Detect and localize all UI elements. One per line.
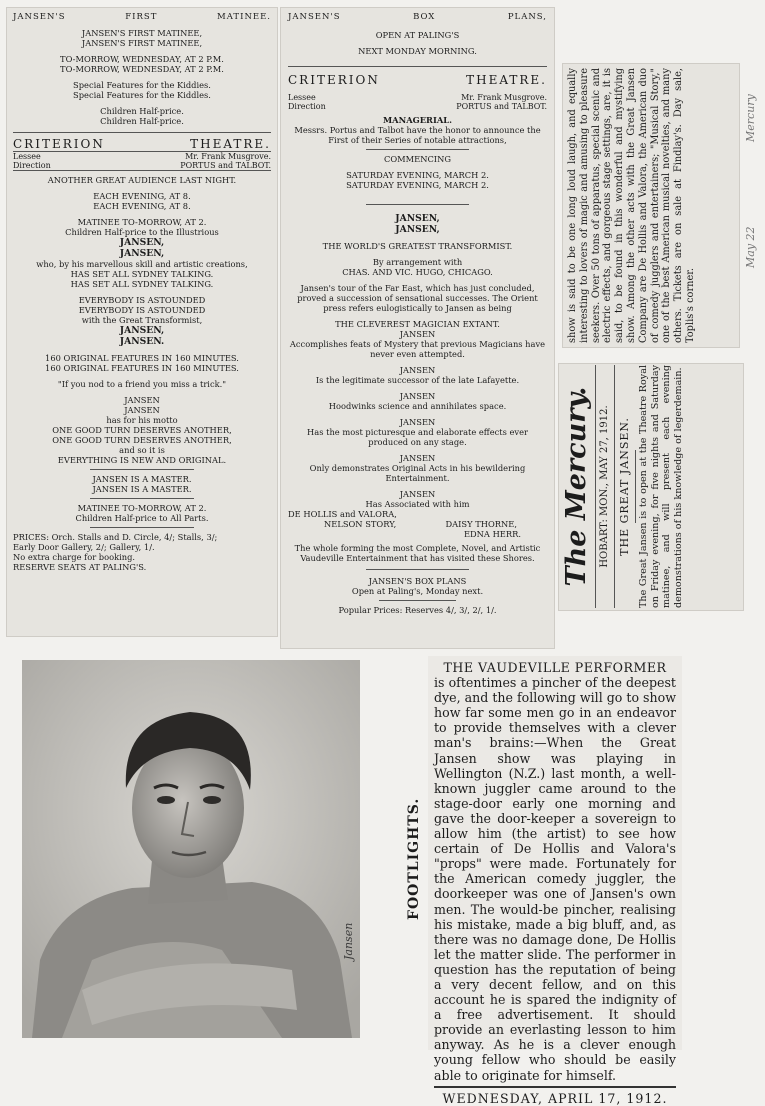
mid-whole: The whole forming the most Complete, Novel, and Artistic Vaudeville Entertainment that has visited these Shores. <box>294 543 541 563</box>
mid-arrangement: By arrangement with <box>372 257 463 267</box>
matinee-header-c: MATINEE. <box>217 12 271 22</box>
footlights-article <box>428 656 682 1106</box>
left-line: EACH EVENING, AT 8. <box>93 201 191 211</box>
mercury-clipping <box>559 364 743 610</box>
left-line: has for his motto <box>106 415 178 425</box>
mid-top-c: PLANS, <box>507 12 547 22</box>
mid-block-name: JANSEN <box>399 365 436 375</box>
article-body: is oftentimes a pincher of the deepest dye, and the following will go to show how far some men go in an endeavor to provide themselves with a clever man's brains:—When the Great Jansen show was playing in Wellington (N.Z.) last month, a well-known juggler came around to the stage-door early one morning and gave the door-keeper a sovereign to allow him (the artist) to see how certain of De Hollis and Valora's "props" were made. Fortunately for the American comedy juggler, the doorkeeper was one of Jansen's own men. The would-be pincher, realising his mistake, made a big bluff, and, as there was no damage done, De Hollis let the matter slide. The performer in question has the reputation of being a very decent fellow, and on this account he is spared the indignity of a free advertisement. It should provide an everlasting lesson to him anyway. As he is a clever enough young fellow who should be easily able to originate for himself. <box>434 675 676 1083</box>
left-prices: Early Door Gallery, 2/; Gallery, 1/. <box>13 542 155 552</box>
mid-greatest: THE WORLD'S GREATEST TRANSFORMIST. <box>322 241 513 251</box>
left-heading-a: CRITERION <box>13 137 105 151</box>
mid-block-text: Is the legitimate successor of the late Lafayette. <box>315 375 520 385</box>
left-line: MATINEE TO-MORROW, AT 2. <box>77 503 207 513</box>
left-line: 160 ORIGINAL FEATURES IN 160 MINUTES. <box>45 363 239 373</box>
matinee-title-2: JANSEN'S FIRST MATINEE, <box>81 38 203 48</box>
left-line: Children Half-price to All Parts. <box>75 513 209 523</box>
matinee-tomorrow-1: TO-MORROW, WEDNESDAY, AT 2 P.M. <box>60 54 224 64</box>
mid-assoc-2a: NELSON STORY, <box>324 519 397 529</box>
mid-assoc-3: EDNA HERR. <box>463 529 521 539</box>
mid-assoc-2b: DAISY THORNE, <box>445 519 517 529</box>
footlights-label-wrap <box>404 770 428 930</box>
mid-assoc-1: DE HOLLIS and VALORA, <box>288 509 397 519</box>
mid-block-text: Hoodwinks science and annihilates space. <box>328 401 507 411</box>
mid-block-name: JANSEN <box>399 453 436 463</box>
mid-direction-label: Direction <box>288 102 326 111</box>
left-line: HAS SET ALL SYDNEY TALKING. <box>70 269 214 279</box>
mid-cleverest: THE CLEVEREST MAGICIAN EXTANT. <box>335 319 500 329</box>
mid-heading-a: CRITERION <box>288 73 380 87</box>
mid-block-name: JANSEN <box>399 391 436 401</box>
mid-jansen-2: JANSEN, <box>395 224 440 235</box>
left-line: 160 ORIGINAL FEATURES IN 160 MINUTES. <box>45 353 239 363</box>
mid-block-text: Accomplishes feats of Mystery that previous Magicians have never even attempted. <box>289 339 546 359</box>
photo-caption: Jansen <box>342 922 355 960</box>
left-line: JANSEN <box>124 395 160 405</box>
matinee-children-2: Children Half-price. <box>100 116 184 126</box>
left-direction-label: Direction <box>13 161 51 170</box>
mercury-masthead: The Mercury. <box>561 386 592 587</box>
mid-top-a: JANSEN'S <box>288 12 341 22</box>
left-heading-b: THEATRE. <box>190 137 271 151</box>
mid-lessee-label: Lessee <box>288 93 316 102</box>
matinee-title-1: JANSEN'S FIRST MATINEE, <box>81 28 203 38</box>
mid-next: NEXT MONDAY MORNING. <box>358 46 477 56</box>
mid-announce: Messrs. Portus and Talbot have the honor to announce the First of their Series of notable attractions, <box>294 125 541 145</box>
left-line: who, by his marvellous skill and artistic creations, <box>36 259 248 269</box>
portrait-photo <box>22 660 360 1038</box>
left-line: ONE GOOD TURN DESERVES ANOTHER, <box>52 435 232 445</box>
mid-managerial: MANAGERIAL. <box>383 115 452 125</box>
matinee-tomorrow-2: TO-MORROW, WEDNESDAY, AT 2 P.M. <box>60 64 224 74</box>
left-prices: PRICES: Orch. Stalls and D. Circle, 4/; Stalls, 3/; <box>13 532 218 542</box>
mid-block-text: Only demonstrates Original Acts in his bewildering Entertainment. <box>309 463 526 483</box>
matinee-special-1: Special Features for the Kiddies. <box>73 80 211 90</box>
left-heading <box>13 137 271 151</box>
mid-hugo: CHAS. AND VIC. HUGO, CHICAGO. <box>342 267 493 277</box>
mid-direction-value: PORTUS and TALBOT. <box>456 102 547 111</box>
article-date: WEDNESDAY, APRIL 17, 1912. <box>442 1090 668 1106</box>
article-lead: THE VAUDEVILLE PERFORMER <box>443 660 667 675</box>
mid-box: JANSEN'S BOX PLANS <box>368 576 467 586</box>
left-line: MATINEE TO-MORROW, AT 2. <box>77 217 207 227</box>
left-direction <box>13 161 271 170</box>
left-line: HAS SET ALL SYDNEY TALKING. <box>70 279 214 289</box>
matinee-children-1: Children Half-price. <box>100 106 184 116</box>
mid-lessee-value: Mr. Frank Musgrove. <box>461 93 547 102</box>
matinee-header-a: JANSEN'S <box>13 12 66 22</box>
mid-block-text: Has the most picturesque and elaborate effects ever produced on any stage. <box>307 427 528 447</box>
left-clipping <box>7 8 277 636</box>
mid-direction <box>288 102 547 111</box>
portrait-image <box>22 660 360 1038</box>
mid-heading-b: THEATRE. <box>466 73 547 87</box>
left-prices: RESERVE SEATS AT PALING'S. <box>13 562 147 572</box>
mercury-dateline: HOBART: MON., MAY 27, 1912. <box>599 405 610 568</box>
mid-popular: Popular Prices: Reserves 4/, 3/, 2/, 1/. <box>338 605 497 615</box>
left-line: JANSEN <box>124 405 160 415</box>
annotation-top: Mercury <box>744 94 757 142</box>
mid-saturday-1: SATURDAY EVENING, MARCH 2. <box>346 170 489 180</box>
mid-block-text: Has Associated with him <box>365 499 470 509</box>
matinee-header-b: FIRST <box>125 12 158 22</box>
left-lessee-label: Lessee <box>13 152 41 161</box>
mid-tour: Jansen's tour of the Far East, which has just concluded, proved a succession of sensational successes. The Orient press refers eulogistically to Jansen as being <box>297 283 538 313</box>
right-clipping-top <box>563 64 739 347</box>
mercury-headline: THE GREAT JANSEN. <box>618 417 631 556</box>
left-line: EACH EVENING, AT 8. <box>93 191 191 201</box>
mid-block-name: JANSEN <box>399 329 436 339</box>
mid-commencing: COMMENCING <box>384 154 451 164</box>
right-column-1: show is said to be one long loud laugh, and equally interesting to lovers of magic and amusing to pleasure seekers. Over 50 tons of apparatus, special scenic and electric effects, and gorgeous stage settings, are, it is said, to be found in this wonderful and mystifying show. Among the other acts with the Great Jansen Company are De Hollis and Valora, the American duo of comedy jugglers and entertainers; "Musical Story," one of the best American musical novelties, and many others. Tickets are on sale at Findlay's. Day sale, Toplis's corner. <box>567 68 696 343</box>
left-line: JANSEN, <box>119 248 165 259</box>
mid-block-name: JANSEN <box>399 489 436 499</box>
matinee-header <box>13 12 271 22</box>
left-prices: No extra charge for booking. <box>13 552 136 562</box>
left-line: EVERYBODY IS ASTOUNDED <box>78 305 206 315</box>
left-line: JANSEN, <box>119 325 165 336</box>
left-line: EVERYBODY IS ASTOUNDED <box>78 295 206 305</box>
left-line: with the Great Transformist, <box>81 315 203 325</box>
middle-clipping <box>281 8 554 648</box>
matinee-special-2: Special Features for the Kiddles. <box>73 90 211 100</box>
annotation-bottom: May 22 <box>744 226 757 268</box>
left-line: EVERYTHING IS NEW AND ORIGINAL. <box>57 455 227 465</box>
mid-lessee <box>288 93 547 102</box>
left-line: Children Half-price to the Illustrious <box>65 227 219 237</box>
footlights-label: FOOTLIGHTS. <box>406 797 422 920</box>
left-line: JANSEN, <box>119 237 165 248</box>
left-line: JANSEN IS A MASTER. <box>92 484 192 494</box>
mid-top-b: BOX <box>413 12 436 22</box>
mid-jansen-1: JANSEN, <box>395 213 440 224</box>
left-lessee-value: Mr. Frank Musgrove. <box>185 152 271 161</box>
left-ad-body <box>13 175 271 572</box>
mid-heading <box>288 73 547 87</box>
left-line: ONE GOOD TURN DESERVES ANOTHER, <box>52 425 232 435</box>
left-direction-value: PORTUS and TALBOT. <box>180 161 271 170</box>
mid-assoc-2 <box>288 519 547 529</box>
mid-block-name: JANSEN <box>399 417 436 427</box>
left-line: ANOTHER GREAT AUDIENCE LAST NIGHT. <box>47 175 237 185</box>
mid-open: OPEN AT PALING'S <box>375 30 460 40</box>
mid-box-open: Open at Paling's, Monday next. <box>351 586 484 596</box>
handwritten-annotation <box>740 62 762 272</box>
right-column-2: The Great Jansen is to open at the Theatre Royal on Friday evening, for five nights and Saturday matinee, and will present each evening demonstrations of his knowledge of legerdemain. <box>638 365 684 608</box>
left-line: JANSEN. <box>119 336 165 347</box>
left-line: and so it is <box>119 445 165 455</box>
left-lessee <box>13 152 271 161</box>
mid-saturday-2: SATURDAY EVENING, MARCH 2. <box>346 180 489 190</box>
left-line: "If you nod to a friend you miss a trick." <box>57 379 227 389</box>
left-line: JANSEN IS A MASTER. <box>92 474 192 484</box>
mid-top-header <box>288 12 547 22</box>
